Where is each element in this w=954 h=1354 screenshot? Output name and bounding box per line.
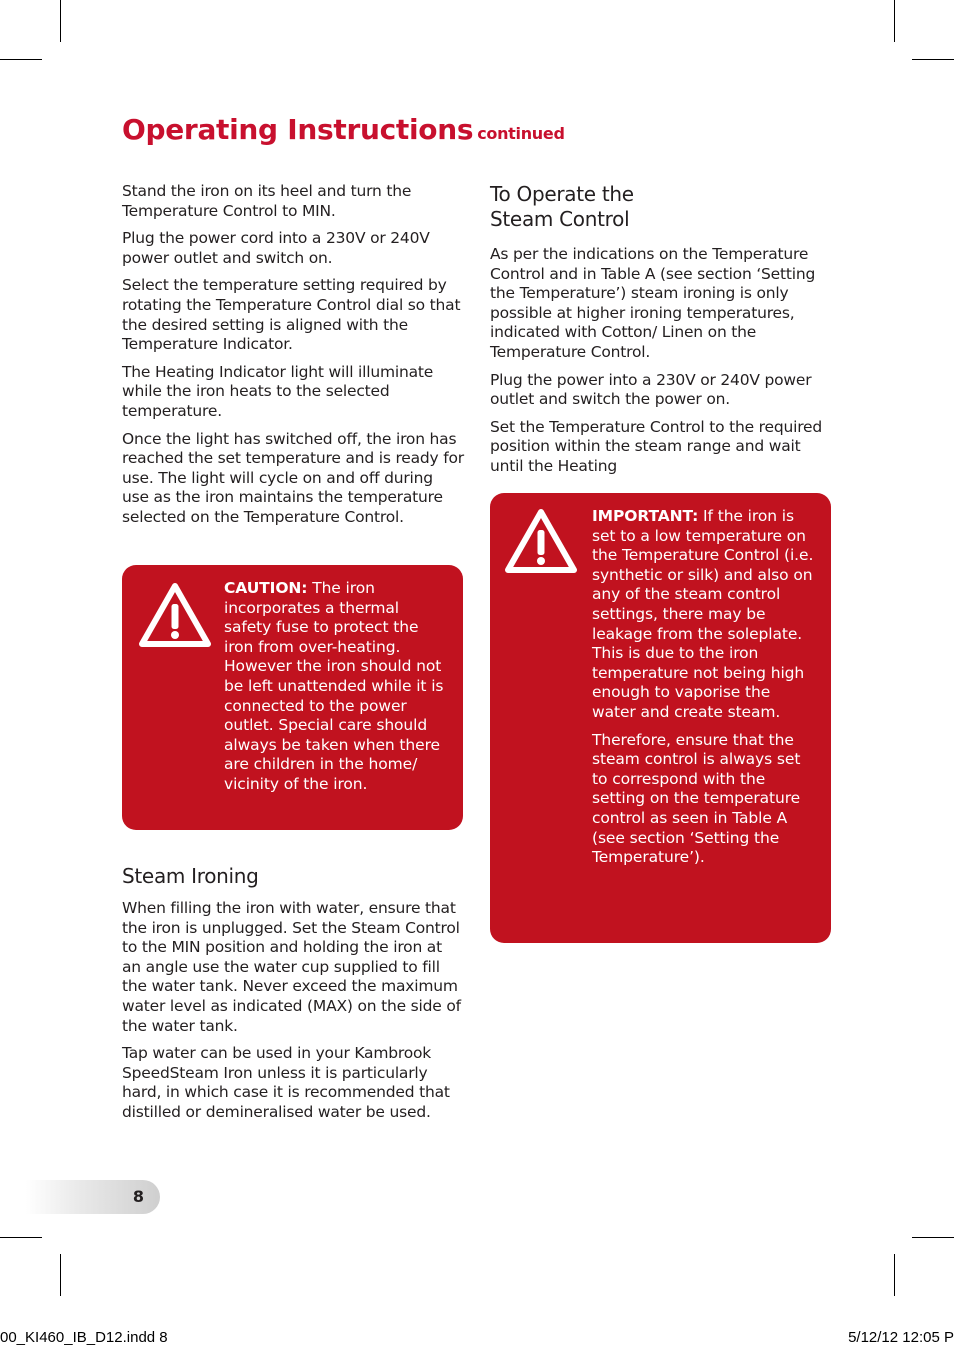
paragraph: Stand the iron on its heel and turn the Temperature Control to MIN. [122,182,412,220]
crop-mark [912,59,954,60]
footer-timestamp: 5/12/12 12:05 P [848,1329,954,1346]
paragraph: Plug the power into a 230V or 240V power outlet and switch the power on. [490,370,812,409]
caution-text [224,579,446,803]
paragraph: Tap water can be used in your Kambrook SpeedSteam Iron unless it is particularly hard, in which case it is recommended that distilled or demineralised water be used. [122,1044,450,1121]
paragraph: Plug the power cord into a 230V or 240V power outlet and switch on. [122,229,430,267]
important-box [490,493,831,943]
warning-triangle-icon [504,508,578,574]
caution-label: CAUTION: [224,579,308,597]
page-title-suffix: continued [477,124,565,143]
crop-mark [0,1237,42,1238]
crop-mark [60,0,61,42]
heading-line: To Operate the [490,182,634,206]
crop-mark [894,0,895,42]
footer-filename: 00_KI460_IB_D12.indd 8 [0,1329,168,1346]
important-text [592,507,814,876]
page-title-text: Operating Instructions [122,113,474,146]
left-column [122,182,464,536]
page-number-tab [26,1180,160,1214]
crop-mark [60,1254,61,1296]
heading-line: Steam Control [490,207,630,231]
paragraph: Select the temperature setting required by rotating the Temperature Control dial so that the desired setting is aligned with the Temperature Indicator. [122,276,461,354]
page-number: 8 [132,1187,144,1206]
crop-mark [0,59,42,60]
important-label: IMPORTANT: [592,507,699,525]
paragraph: When filling the iron with water, ensure that the iron is unplugged. Set the Steam Control to the MIN position and holding the iron at an angle use the water cup supplied to fill the water tank. Never exceed the maximum water level as indicated (MAX) on the side of the water tank. [122,899,461,1035]
section-heading [490,182,832,232]
important-body: If the iron is set to a low temperature on the Temperature Control (i.e. synthetic or silk) and also on any of the steam control settings, there may be leakage from the soleplate. This is due to the iron temperature not being high enough to vaporise the water and create steam. [592,507,814,721]
paragraph: As per the indications on the Temperature Control and in Table A (see section ‘Setting the Temperature’) steam ironing is only possible at higher ironing temperatures, indicated with Cotton/ Linen on the Temperature Control. [490,245,816,361]
steam-ironing-section [122,864,464,1131]
warning-triangle-icon [138,582,212,648]
crop-mark [912,1237,954,1238]
paragraph: The Heating Indicator light will illuminate while the iron heats to the selected temperature. [122,362,434,420]
important-body-2: Therefore, ensure that the steam control is always set to correspond with the setting on the temperature control as seen in Table A (see section ‘Setting the Temperature’). [592,730,801,867]
caution-box [122,565,463,830]
paragraph: Set the Temperature Control to the required position within the steam range and wait until the Heating [490,417,823,475]
page-title [122,113,565,146]
section-heading: Steam Ironing [122,864,259,888]
paragraph: Once the light has switched off, the iron has reached the set temperature and is ready for use. The light will cycle on and off during use as the iron maintains the temperature selected on the Temperature Control. [122,429,464,526]
crop-mark [894,1254,895,1296]
caution-body: The iron incorporates a thermal safety fuse to protect the iron from over-heating. However the iron should not be left unattended while it is connected to the power outlet. Special care should always be taken when there are children in the home/ vicinity of the iron. [224,579,444,793]
right-column [490,182,832,485]
